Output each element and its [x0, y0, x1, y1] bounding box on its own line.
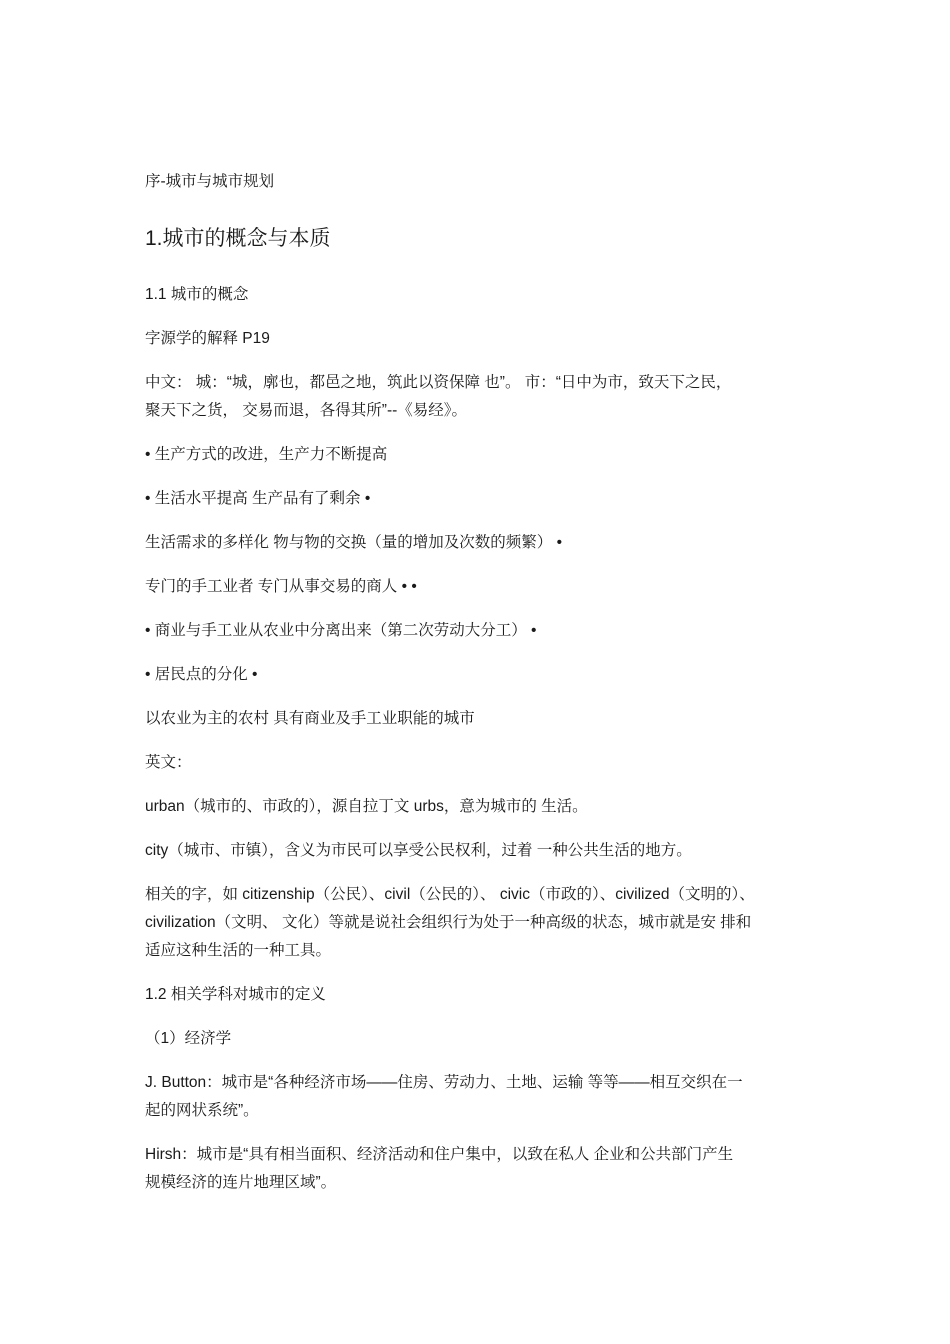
related-words-line-1: 相关的字，如 citizenship（公民）、civil（公民的）、 civic（市政的）、civilized（文明的）、: [145, 886, 755, 903]
button-definition-line-1: J. Button：城市是“各种经济市场——住房、劳动力、土地、运输 等等——相互交织在一: [145, 1074, 743, 1091]
chinese-definition-line-2: 聚天下之货， 交易而退，各得其所”--《易经》。: [145, 402, 468, 419]
bullet-line-7: 以农业为主的农村 具有商业及手工业职能的城市: [145, 710, 475, 727]
related-words-line-2: civilization（文明、 文化）等就是说社会组织行为处于一种高级的状态，城市就是安 排和: [145, 914, 752, 931]
button-definition-line-2: 起的网状系统”。: [145, 1102, 259, 1119]
english-label: 英文：: [145, 754, 192, 771]
bullet-line-1: • 生产方式的改进，生产力不断提高: [145, 446, 388, 463]
hirsh-definition-line-1: Hirsh：城市是“具有相当面积、经济活动和住户集中，以致在私人 企业和公共部门产生: [145, 1146, 734, 1163]
bullet-line-4: 专门的手工业者 专门从事交易的商人 • •: [145, 578, 417, 595]
bullet-line-6: • 居民点的分化 •: [145, 666, 258, 683]
hirsh-definition-line-2: 规模经济的连片地理区域”。: [145, 1174, 337, 1191]
etymology-line: 字源学的解释 P19: [145, 330, 270, 347]
economics-heading: （1）经济学: [145, 1030, 232, 1047]
section-1-2-heading: 1.2 相关学科对城市的定义: [145, 986, 326, 1003]
city-definition: city（城市、市镇），含义为市民可以享受公民权利，过着 一种公共生活的地方。: [145, 842, 692, 859]
bullet-line-5: • 商业与手工业从农业中分离出来（第二次劳动大分工） •: [145, 622, 537, 639]
bullet-line-2: • 生活水平提高 生产品有了剩余 •: [145, 490, 371, 507]
preface-title: 序-城市与城市规划: [145, 173, 275, 190]
bullet-line-3: 生活需求的多样化 物与物的交换（量的增加及次数的频繁） •: [145, 534, 563, 551]
section-1-1-heading: 1.1 城市的概念: [145, 286, 249, 303]
heading-1: 1.城市的概念与本质: [145, 227, 331, 250]
related-words-line-3: 适应这种生活的一种工具。: [145, 942, 332, 959]
urban-definition: urban（城市的、市政的），源自拉丁文 urbs，意为城市的 生活。: [145, 798, 588, 815]
chinese-definition-line-1: 中文： 城：“城，廓也，都邑之地，筑此以资保障 也”。 市：“日中为市，致天下之民，: [145, 374, 732, 391]
